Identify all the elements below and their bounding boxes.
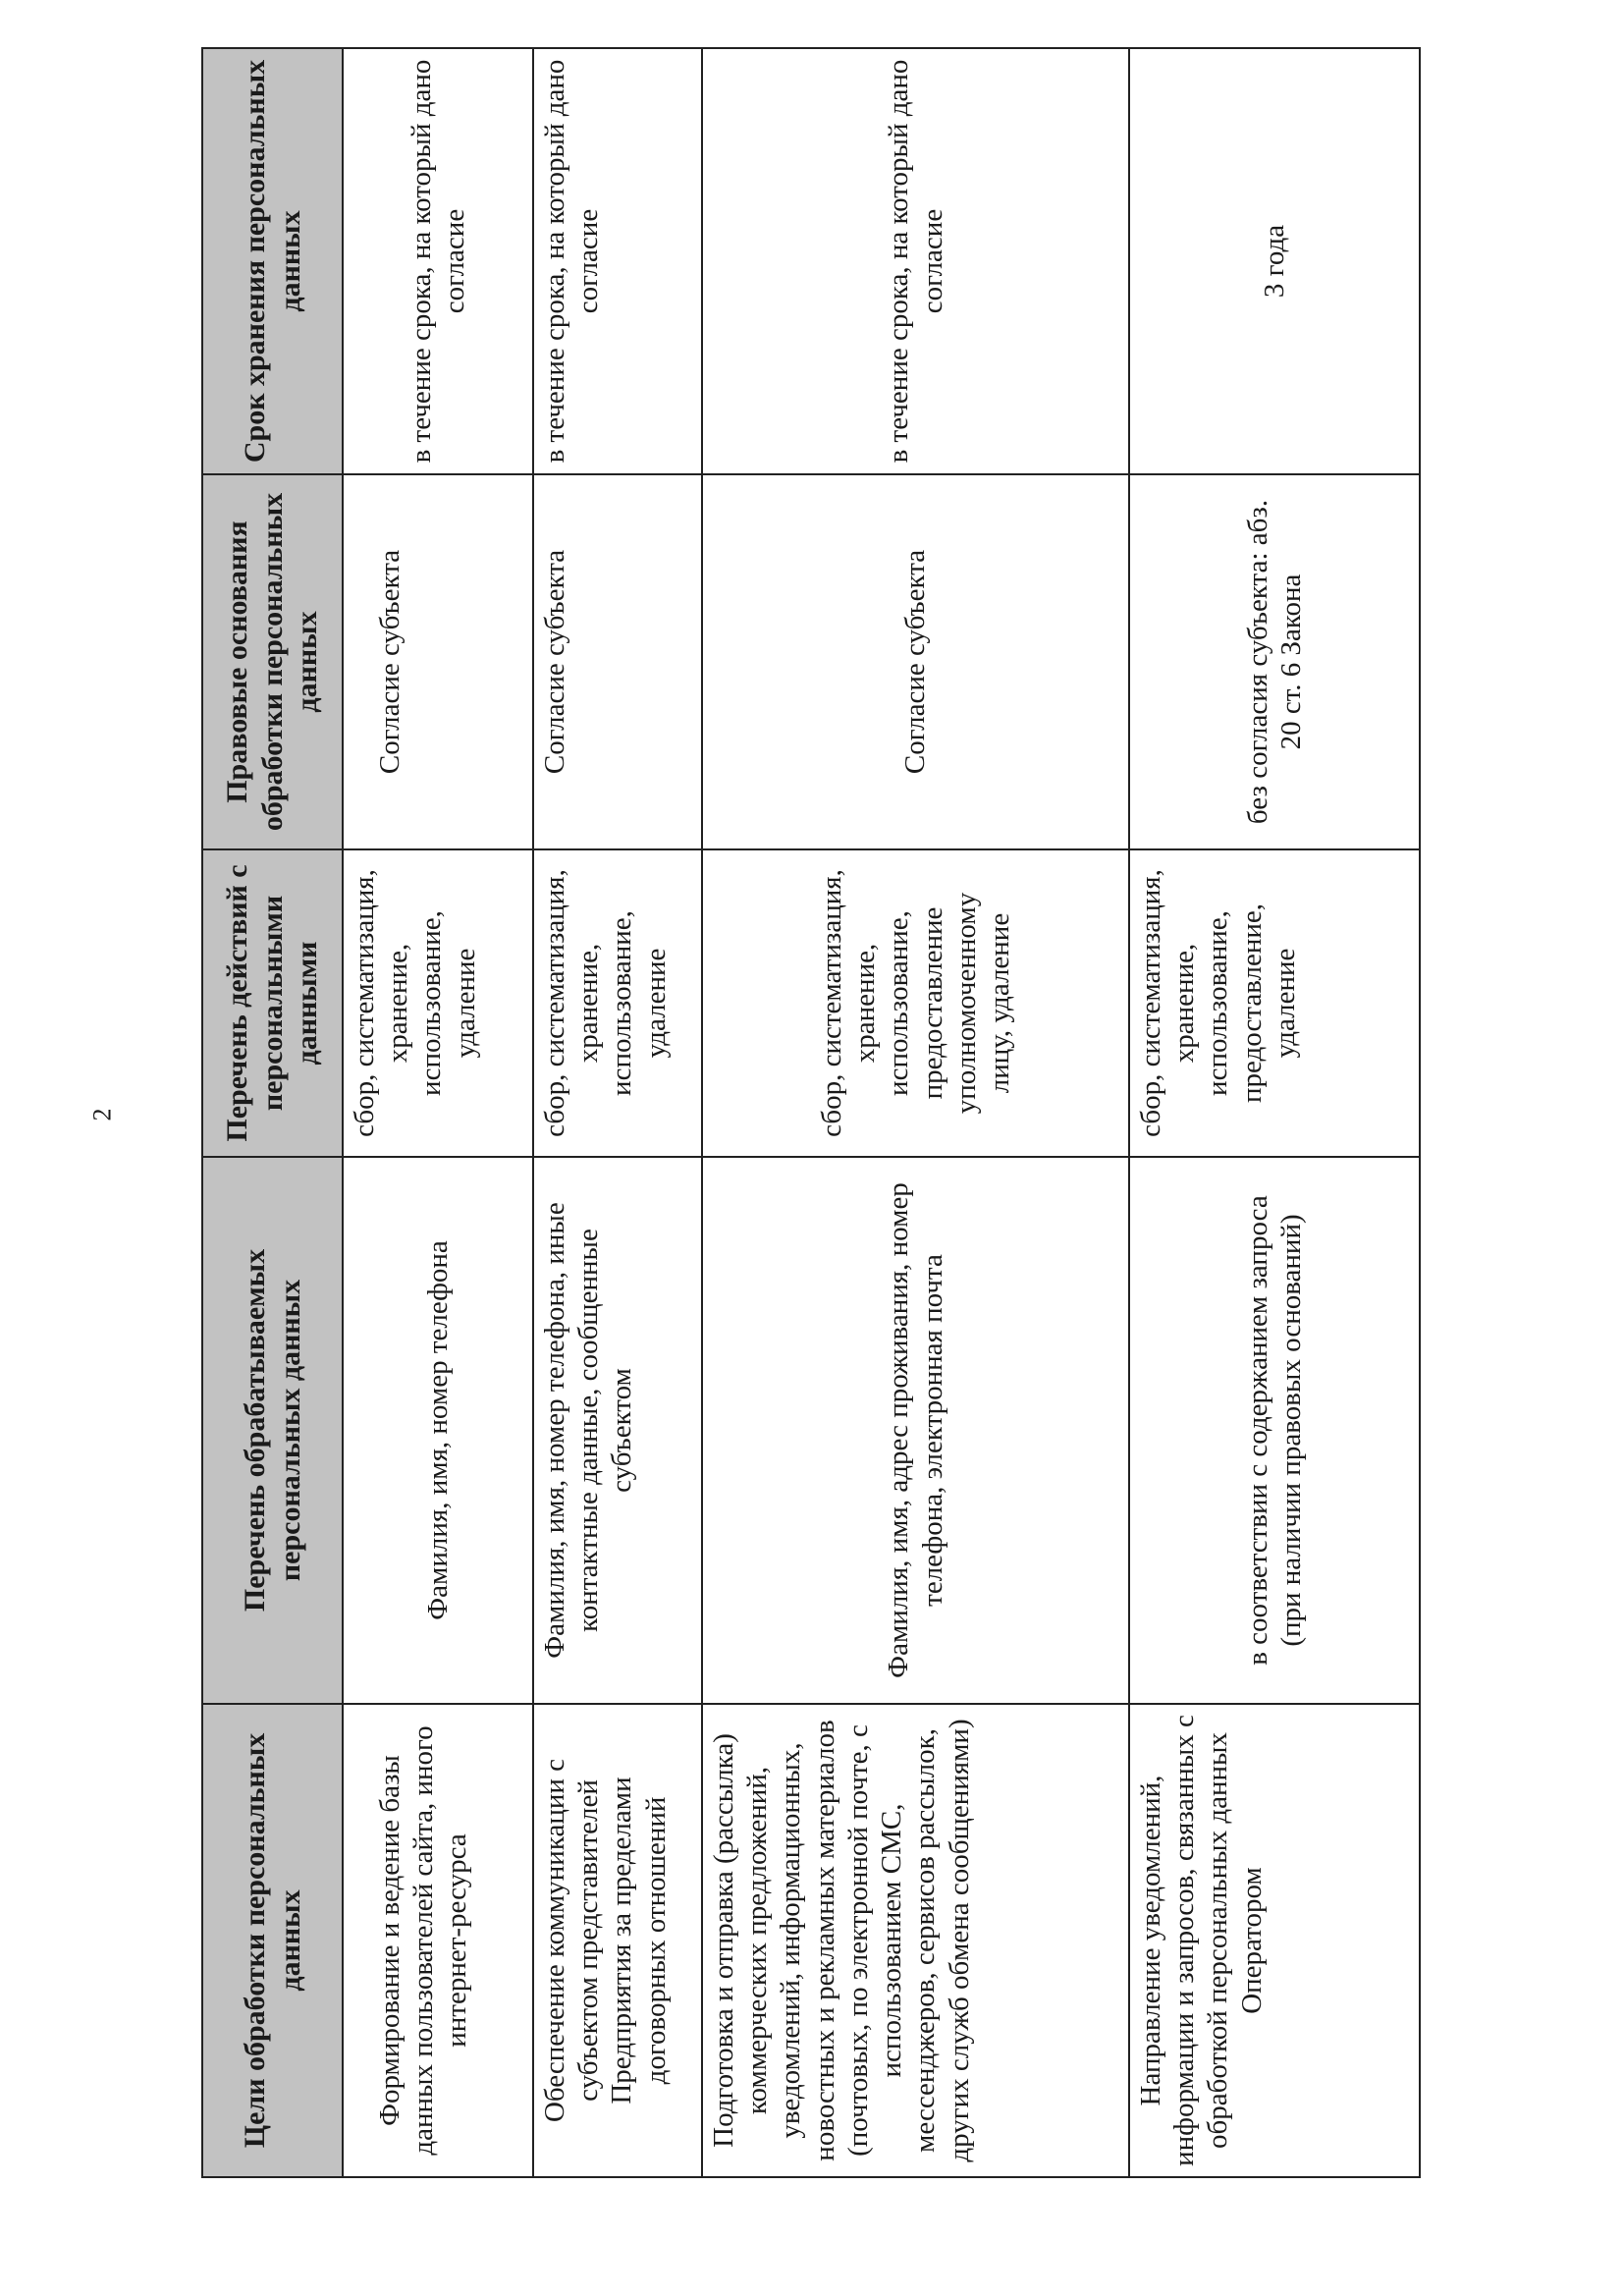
table-header-row [202,48,343,2177]
cell-legal-basis: Согласие субъекта [533,474,702,849]
cell-actions: сбор, систематизация, хранение, использование, предоставление, удаление [1129,849,1420,1157]
table-row [1129,48,1420,2177]
cell-purpose: Подготовка и отправка (рассылка) коммерческих предложений, уведомлений, информационных, новостных и рекламных материалов (почтовых, по электронной почте, с использованием СМС, мессенджеров, сервисов рассылок, других служб обмена сообщениями) [702,1704,1129,2177]
cell-purpose: Формирование и ведение базы данных пользователей сайта, иного интернет-ресурса [343,1704,533,2177]
cell-actions: сбор, систематизация, хранение, использование, предоставление уполномоченному лицу, удаление [702,849,1129,1157]
table-row [702,48,1129,2177]
cell-legal-basis: Согласие субъекта [702,474,1129,849]
cell-retention-term: в течение срока, на который дано согласие [343,48,533,474]
personal-data-table [201,47,1421,2178]
cell-actions: сбор, систематизация, хранение, использование, удаление [533,849,702,1157]
cell-data-list: в соответствии с содержанием запроса (при наличии правовых оснований) [1129,1157,1420,1704]
cell-retention-term: 3 года [1129,48,1420,474]
header-data-list: Перечень обрабатываемых персональных данных [202,1157,343,1704]
cell-retention-term: в течение срока, на который дано согласие [533,48,702,474]
cell-data-list: Фамилия, имя, номер телефона [343,1157,533,1704]
cell-actions: сбор, систематизация, хранение, использование, удаление [343,849,533,1157]
cell-data-list: Фамилия, имя, номер телефона, иные контактные данные, сообщенные субъектом [533,1157,702,1704]
header-legal-basis: Правовые основания обработки персональных данных [202,474,343,849]
table-row [533,48,702,2177]
header-actions: Перечень действий с персональными данными [202,849,343,1157]
cell-purpose: Направление уведомлений, информации и запросов, связанных с обработкой персональных данных Оператором [1129,1704,1420,2177]
cell-purpose: Обеспечение коммуникации с субъектом представителей Предприятия за пределами договорных отношений [533,1704,702,2177]
cell-data-list: Фамилия, имя, адрес проживания, номер телефона, электронная почта [702,1157,1129,1704]
cell-retention-term: в течение срока, на который дано согласие [702,48,1129,474]
rotated-table-wrapper [201,49,1419,2178]
header-retention-term: Срок хранения персональных данных [202,48,343,474]
header-purpose: Цели обработки персональных данных [202,1704,343,2177]
cell-legal-basis: без согласия субъекта: абз. 20 ст. 6 Закона [1129,474,1420,849]
page-number: 2 [87,1108,117,1121]
cell-legal-basis: Согласие субъекта [343,474,533,849]
table-row [343,48,533,2177]
